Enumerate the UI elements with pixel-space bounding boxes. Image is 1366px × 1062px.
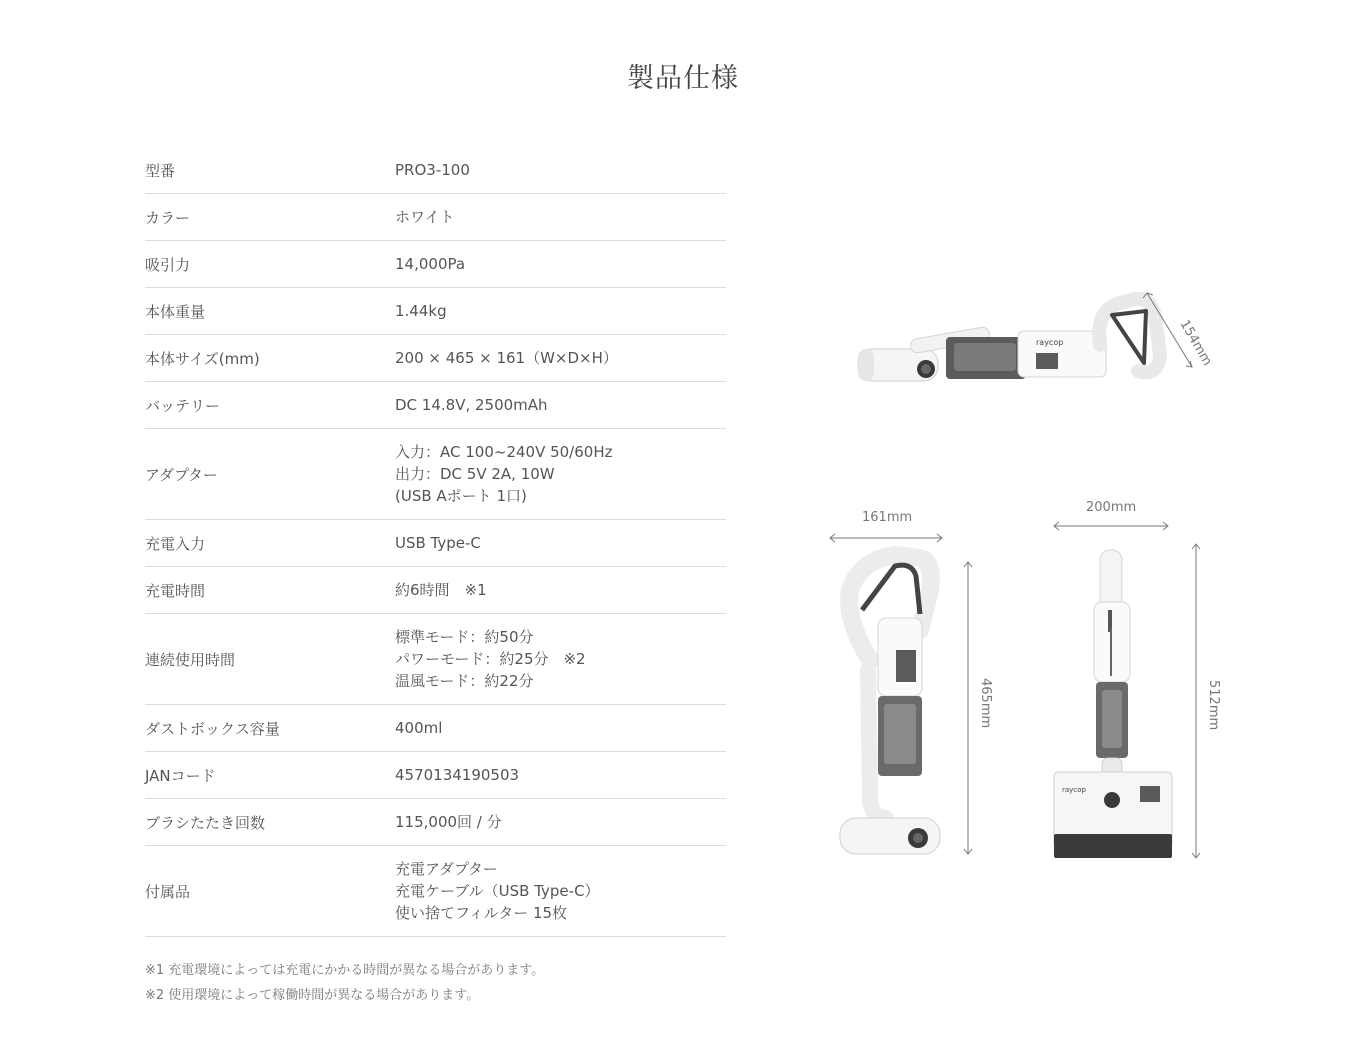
vacuum-side-view-figure <box>820 500 1010 870</box>
spec-row <box>145 705 726 752</box>
footnotes <box>145 958 544 1008</box>
dimension-label: 512mm <box>1206 680 1221 731</box>
brand-logo: raycop <box>1036 338 1064 347</box>
spec-row <box>145 147 726 194</box>
vacuum-top-view-figure <box>850 285 1215 395</box>
dimension-arrow-512 <box>1192 544 1221 858</box>
spec-label: カラー <box>145 208 191 227</box>
spec-row <box>145 799 726 846</box>
spec-value: 400ml <box>395 719 443 737</box>
spec-label: ブラシたたき回数 <box>145 813 266 832</box>
spec-value: 14,000Pa <box>395 255 466 273</box>
spec-label: アダプター <box>145 465 218 484</box>
spec-label: JANコード <box>145 766 216 785</box>
footnote: ※2 使用環境によって稼働時間が異なる場合があります。 <box>145 988 480 1003</box>
vacuum-front-view-figure <box>1040 490 1240 870</box>
spec-label: 連続使用時間 <box>145 650 236 669</box>
spec-row <box>145 520 726 567</box>
brand-logo: raycop <box>1062 786 1086 794</box>
spec-label: 吸引力 <box>145 255 191 274</box>
spec-label: 本体サイズ(mm) <box>145 349 260 368</box>
spec-row <box>145 335 726 382</box>
vacuum-front-view <box>1054 550 1172 858</box>
spec-row <box>145 194 726 241</box>
spec-value: 入力：AC 100~240V 50/60Hz 出力：DC 5V 2A, 10W (USB Aポート 1口) <box>395 443 613 505</box>
page-title: 製品仕様 <box>627 63 739 94</box>
dimension-arrow-465 <box>964 562 993 854</box>
spec-row <box>145 241 726 288</box>
spec-row <box>145 288 726 335</box>
dimension-arrow-161 <box>830 510 942 542</box>
spec-value: 4570134190503 <box>395 766 520 784</box>
spec-row <box>145 752 726 799</box>
spec-row <box>145 846 726 937</box>
spec-value: 200 × 465 × 161（W×D×H） <box>395 349 618 367</box>
spec-label: 付属品 <box>145 882 191 901</box>
spec-label: 本体重量 <box>145 302 206 321</box>
spec-value: USB Type-C <box>395 534 481 552</box>
spec-value: ホワイト <box>395 208 455 226</box>
spec-label: 充電時間 <box>145 581 206 600</box>
spec-value: DC 14.8V, 2500mAh <box>395 396 548 414</box>
spec-value: 充電アダプター 充電ケーブル（USB Type-C） 使い捨てフィルター 15枚 <box>395 860 600 922</box>
footnote: ※1 充電環境によっては充電にかかる時間が異なる場合があります。 <box>145 963 545 978</box>
vacuum-top-view <box>858 299 1160 381</box>
spec-label: ダストボックス容量 <box>145 719 280 738</box>
dimension-label: 200mm <box>1086 500 1137 515</box>
spec-row <box>145 429 726 520</box>
spec-value: 115,000回 / 分 <box>395 813 502 831</box>
spec-label: 充電入力 <box>145 534 206 553</box>
spec-value: 標準モード：約50分 パワーモード：約25分 ※2 温風モード：約22分 <box>395 628 586 690</box>
spec-row <box>145 614 726 705</box>
spec-value: 1.44kg <box>395 302 447 320</box>
spec-row <box>145 567 726 614</box>
vacuum-side-view <box>840 555 940 854</box>
spec-label: バッテリー <box>145 396 221 415</box>
spec-value: 約6時間 ※1 <box>395 581 487 599</box>
dimension-label: 154mm <box>1176 317 1215 369</box>
spec-label: 型番 <box>145 161 176 180</box>
dimension-arrow-200 <box>1054 500 1168 530</box>
dimension-label: 161mm <box>862 510 913 525</box>
spec-row <box>145 382 726 429</box>
dimension-label: 465mm <box>978 678 993 729</box>
spec-value: PRO3-100 <box>395 161 470 179</box>
spec-table <box>145 147 726 937</box>
